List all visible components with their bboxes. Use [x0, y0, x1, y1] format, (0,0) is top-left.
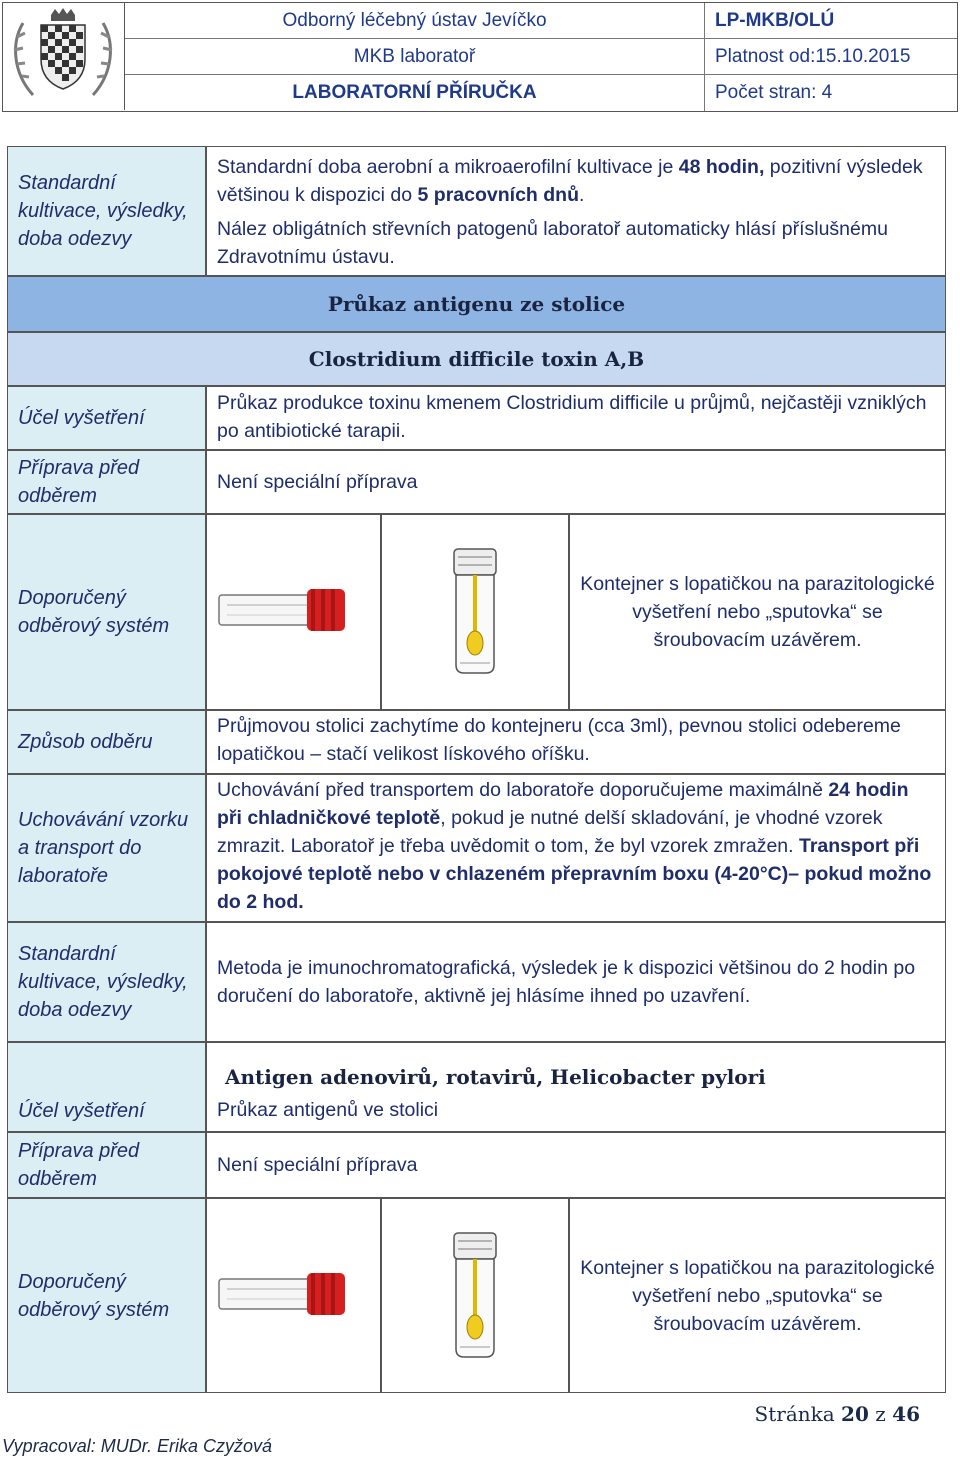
- label-preparation-adeno: Příprava před odběrem: [7, 1132, 206, 1198]
- container-image-cell-adeno: [206, 1198, 381, 1393]
- document-title: LABORATORNÍ PŘÍRUČKA: [125, 75, 705, 111]
- institution-name: Odborný léčebný ústav Jevíčko: [125, 3, 705, 39]
- tube-image-cell: [381, 514, 569, 710]
- sputum-tube-icon: [382, 515, 570, 711]
- label-standard-culture: Standardní kultivace, výsledky, doba odezvy: [7, 146, 206, 276]
- clostridium-sampling-method: Průjmovou stolici zachytíme do kontejneru (cca 3ml), pevnou stolici odebereme lopatičkou – stačí velikost lískového oříšku.: [206, 710, 946, 774]
- sputum-tube-icon: [382, 1199, 570, 1394]
- standard-culture-text: [206, 146, 946, 276]
- collection-system-text-adeno: Kontejner s lopatičkou na parazitologické vyšetření nebo „sputovka“ se šroubovacím uzávěrem.: [569, 1198, 946, 1393]
- adeno-title: Antigen adenovirů, rotavirů, Helicobacter pylori: [206, 1042, 946, 1098]
- culture-paragraph: Standardní doba aerobní a mikroaerofilní kultivace je 48 hodin, pozitivní výsledek většinou k dispozici do 5 pracovních dnů.: [217, 156, 923, 206]
- container-image-cell: [206, 514, 381, 710]
- clostridium-results: Metoda je imunochromatografická, výsledek je k dispozici většinou do 2 hodin po doručení do laboratoře, aktivně jej hlásíme ihned po uzavření.: [206, 922, 946, 1042]
- validity-date: Platnost od:15.10.2015: [705, 39, 957, 75]
- clostridium-storage-transport: Uchovávání před transportem do laboratoře doporučujeme maximálně 24 hodin při chladničkové teplotě, pokud je nutné delší skladování, je vhodné vzorek zmrazit. Laboratoř je třeba uvědomit o tom, že byl vzorek zmražen. Transport při pokojové teplotě nebo v chlazeném přepravním boxu (4-20°C)– pokud možno do 2 hod.: [206, 774, 946, 922]
- department-name: MKB laboratoř: [125, 39, 705, 75]
- page-number: Stránka 20 z 46: [754, 1402, 920, 1426]
- label-collection-system-adeno: Doporučený odběrový systém: [7, 1198, 206, 1393]
- adeno-purpose: Průkaz antigenů ve stolici: [206, 1094, 946, 1132]
- tube-image-cell-adeno: [381, 1198, 569, 1393]
- label-sampling-method: Způsob odběru: [7, 710, 206, 774]
- crest-icon: [3, 3, 123, 108]
- label-collection-system: Doporučený odběrový systém: [7, 514, 206, 710]
- specimen-container-icon: [207, 515, 382, 711]
- page-count: Počet stran: 4: [715, 82, 833, 103]
- document-code: LP-MKB/OLÚ: [705, 3, 957, 39]
- adeno-preparation: Není speciální příprava: [206, 1132, 946, 1198]
- collection-system-text: Kontejner s lopatičkou na parazitologické vyšetření nebo „sputovka“ se šroubovacím uzávěrem.: [569, 514, 946, 710]
- document-header: [2, 2, 958, 112]
- specimen-container-icon: [207, 1199, 382, 1394]
- label-preparation: Příprava před odběrem: [7, 450, 206, 514]
- author: Vypracoval: MUDr. Erika Czyžová: [2, 1436, 273, 1456]
- label-purpose-adeno: Účel vyšetření: [7, 1042, 206, 1132]
- clostridium-preparation: Není speciální příprava: [206, 450, 946, 514]
- clostridium-purpose: Průkaz produkce toxinu kmenem Clostridium difficile u průjmů, nejčastěji vzniklých po antibiotické tarapii.: [206, 386, 946, 450]
- institution-logo: [3, 3, 125, 110]
- section-title: Průkaz antigenu ze stolice: [7, 276, 946, 332]
- label-purpose: Účel vyšetření: [7, 386, 206, 450]
- label-storage-transport: Uchovávání vzorku a transport do laboratoře: [7, 774, 206, 922]
- label-results: Standardní kultivace, výsledky, doba odezvy: [7, 922, 206, 1042]
- reporting-paragraph: Nález obligátních střevních patogenů laboratoř automaticky hlásí příslušnému Zdravotnímu ústavu.: [217, 218, 888, 268]
- clostridium-title: Clostridium difficile toxin A,B: [7, 332, 946, 386]
